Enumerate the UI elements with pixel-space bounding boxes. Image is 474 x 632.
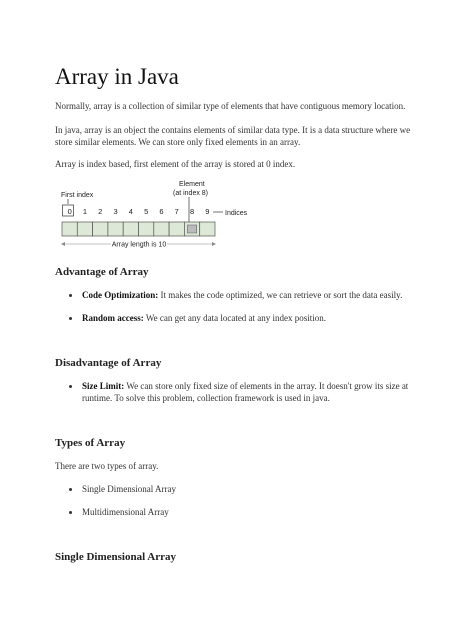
array-cell-1 — [77, 222, 92, 236]
bullet-term: Size Limit: — [82, 381, 125, 391]
paragraph-intro: Normally, array is a collection of similar type of elements that have contiguous memory location. — [55, 101, 406, 111]
index-label-8: 8 — [189, 207, 195, 216]
index-label-6: 6 — [159, 207, 164, 216]
bullet-text: It makes the code optimized, we can retrieve or sort the data easily. — [158, 290, 403, 300]
bullet-icon — [69, 294, 72, 297]
disadvantage-heading: Disadvantage of Array — [55, 357, 162, 369]
bullet-icon — [69, 511, 72, 514]
array-cell-4 — [123, 222, 138, 236]
length-arrow-left — [61, 242, 65, 246]
index-label-4: 4 — [128, 207, 133, 216]
indices-label: Indices — [225, 210, 248, 217]
index-label-5: 5 — [144, 207, 149, 216]
array-cell-9 — [200, 222, 215, 236]
paragraph-index-based: Array is index based, first element of the array is stored at 0 index. — [55, 159, 296, 169]
bullet-term: Random access: — [82, 313, 144, 323]
index-label-9: 9 — [205, 207, 210, 216]
index-label-2: 2 — [98, 207, 103, 216]
types-heading: Types of Array — [55, 437, 126, 449]
bullet-text: Single Dimensional Array — [82, 484, 176, 494]
length-label: Array length is 10 — [111, 241, 167, 249]
list-item — [72, 381, 427, 404]
index-label-3: 3 — [113, 207, 118, 216]
bullet-text: Multidimensional Array — [82, 507, 169, 517]
array-cell-3 — [108, 222, 123, 236]
bullet-text: We can get any data located at any index position. — [143, 313, 327, 323]
array-cell-0 — [62, 222, 77, 236]
array-cell-2 — [93, 222, 108, 236]
indices-row — [68, 207, 210, 216]
element-highlight — [187, 225, 196, 233]
list-item — [72, 313, 427, 325]
element-label-line1: Element — [179, 181, 205, 188]
list-item — [72, 507, 427, 519]
first-index-label: First index — [61, 192, 94, 199]
bullet-icon — [69, 317, 72, 320]
array-cell-5 — [139, 222, 154, 236]
types-intro: There are two types of array. — [55, 461, 159, 471]
array-cell-6 — [154, 222, 169, 236]
array-cells — [62, 222, 215, 236]
length-arrow-right — [212, 242, 216, 246]
list-item — [72, 484, 427, 496]
array-cell-7 — [169, 222, 184, 236]
bullet-text: We can store only fixed size of elements in the array. It doesn't grow its size at runtime. To solve this problem, collection framework is used in java. — [82, 381, 409, 403]
single-dimensional-heading: Single Dimensional Array — [55, 551, 177, 563]
list-item — [72, 290, 427, 302]
array-diagram — [55, 178, 265, 250]
advantage-heading: Advantage of Array — [55, 266, 149, 278]
index-label-7: 7 — [174, 207, 179, 216]
bullet-term: Code Optimization: — [82, 290, 159, 300]
bullet-icon — [69, 488, 72, 491]
bullet-icon — [69, 385, 72, 388]
paragraph-java-array: In java, array is an object the contains elements of similar data type. It is a data structure where we store similar elements. We can store only fixed elements in an array. — [55, 125, 411, 147]
element-label-line2: (at index 8) — [173, 190, 209, 197]
page-title: Array in Java — [55, 64, 179, 89]
index-label-1: 1 — [82, 207, 88, 216]
index-label-0: 0 — [67, 207, 72, 216]
